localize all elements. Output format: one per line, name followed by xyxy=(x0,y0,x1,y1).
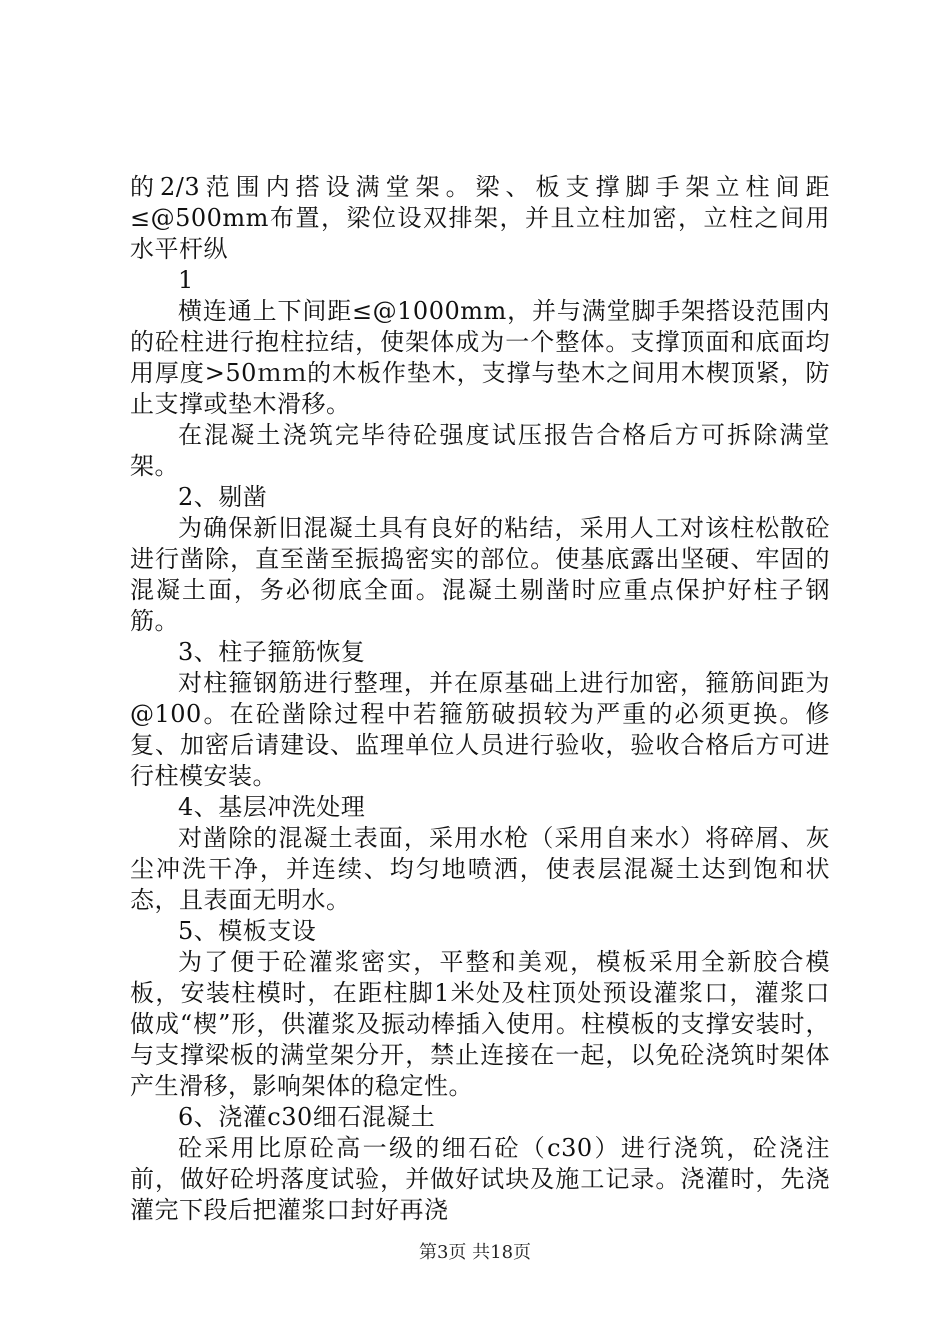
paragraph-base-flushing: 对凿除的混凝土表面，采用水枪（采用自来水）将碎屑、灰尘冲洗干净，并连续、均匀地喷洒，使表层混凝土达到饱和状态，且表面无明水。 xyxy=(130,824,830,914)
section-heading-base-flushing: 4、基层冲洗处理 xyxy=(178,793,366,821)
paragraph-formwork: 为了便于砼灌浆密实，平整和美观，模板采用全新胶合模板，安装柱模时，在距柱脚1米处及柱顶处预设灌浆口，灌浆口做成“楔”形，供灌浆及振动棒插入使用。柱模板的支撑安装时，与支撑梁板的满堂架分开，禁止连接在一起，以免砼浇筑时架体产生滑移，影响架体的稳定性。 xyxy=(130,948,830,1100)
section-heading-concrete-pouring: 6、浇灌c30细石混凝土 xyxy=(178,1103,436,1131)
paragraph-concrete-pouring: 砼采用比原砼高一级的细石砼（c30）进行浇筑，砼浇注前，做好砼坍落度试验，并做好试块及施工记录。浇灌时，先浇灌完下段后把灌浆口封好再浇 xyxy=(130,1134,830,1224)
section-heading-chiseling: 2、剔凿 xyxy=(178,483,268,511)
paragraph-scaffold-removal: 在混凝土浇筑完毕待砼强度试压报告合格后方可拆除满堂架。 xyxy=(130,421,830,480)
paragraph-continued: 的2/3范围内搭设满堂架。梁、板支撑脚手架立柱间距≤@500mm布置，梁位设双排架，并且立柱加密，立柱之间用水平杆纵 xyxy=(130,173,830,263)
page-footer: 第3页 共18页 xyxy=(418,1242,532,1263)
section-heading-stirrup-restoration: 3、柱子箍筋恢复 xyxy=(178,638,366,666)
document-body xyxy=(130,172,830,1226)
paragraph-stirrup-restoration: 对柱箍钢筋进行整理，并在原基础上进行加密，箍筋间距为@100。在砼凿除过程中若箍筋破损较为严重的必须更换。修复、加密后请建设、监理单位人员进行验收，验收合格后方可进行柱模安装。 xyxy=(130,669,830,790)
section-heading-formwork: 5、模板支设 xyxy=(178,917,317,945)
inline-page-number: 1 xyxy=(178,266,194,294)
paragraph-scaffold-connection: 横连通上下间距≤@1000mm，并与满堂脚手架搭设范围内的砼柱进行抱柱拉结，使架体成为一个整体。支撑顶面和底面均用厚度>50ｍｍ的木板作垫木，支撑与垫木之间用木楔顶紧，防止支撑或垫木滑移。 xyxy=(130,297,830,418)
paragraph-chiseling: 为确保新旧混凝土具有良好的粘结，采用人工对该柱松散砼进行凿除，直至凿至振捣密实的部位。使基底露出坚硬、牢固的混凝土面，务必彻底全面。混凝土剔凿时应重点保护好柱子钢筋。 xyxy=(130,514,830,635)
